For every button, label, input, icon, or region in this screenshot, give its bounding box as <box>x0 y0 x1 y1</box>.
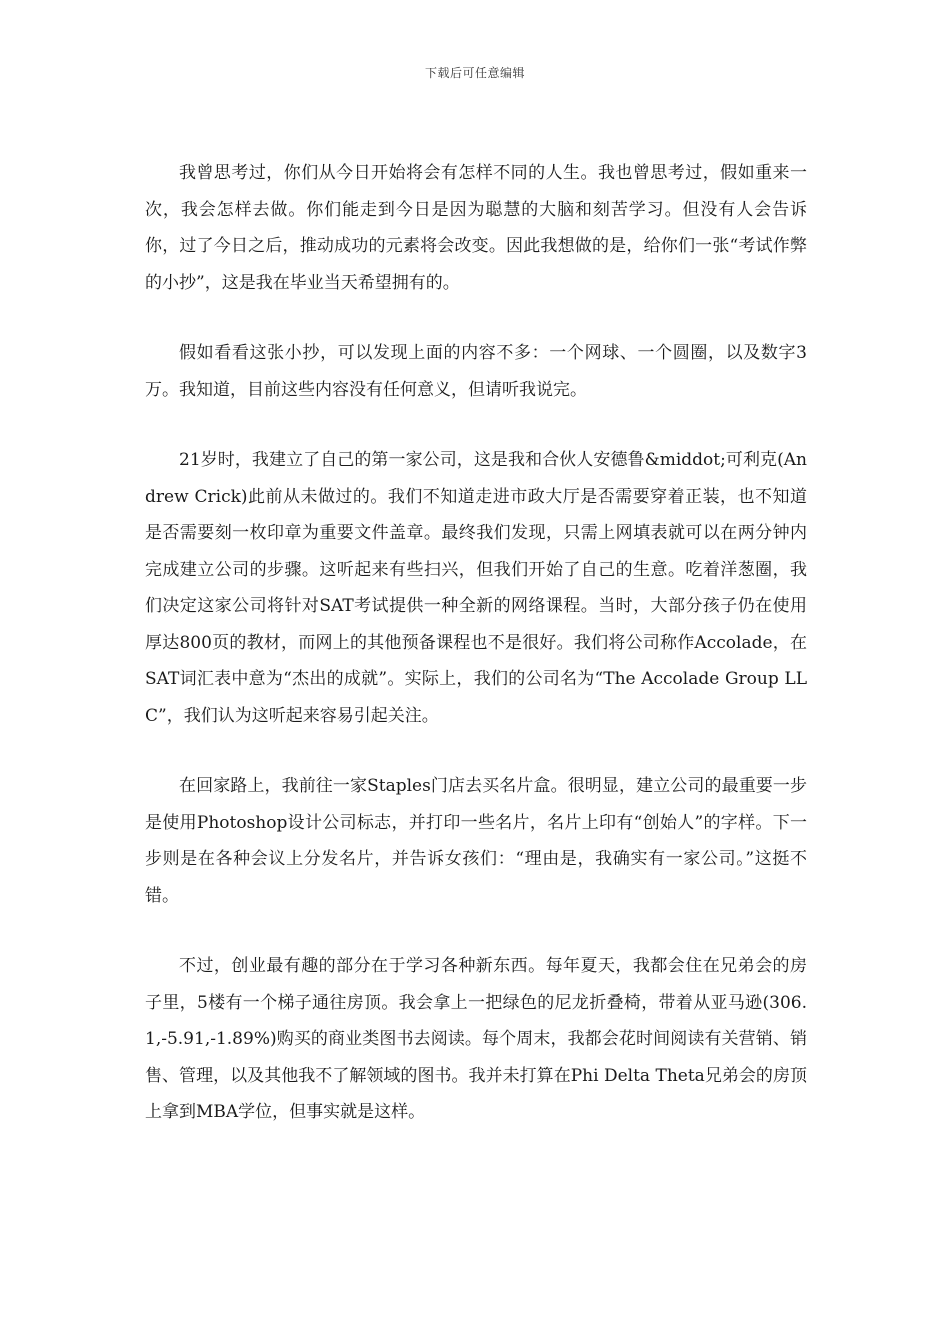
page-header: 下载后可任意编辑 <box>424 66 525 80</box>
paragraph: 不过，创业最有趣的部分在于学习各种新东西。每年夏天，我都会住在兄弟会的房子里，5楼有一个梯子通往房顶。我会拿上一把绿色的尼龙折叠椅，带着从亚马逊(306.1,-5.91,-1.89%)购买的商业类图书去阅读。每个周末，我都会花时间阅读有关营销、销售、管理，以及其他我不了解领域的图书。我并未打算在Phi Delta Theta兄弟会的房顶上拿到MBA学位，但事实就是这样。 <box>145 956 807 1122</box>
paragraph: 我曾思考过，你们从今日开始将会有怎样不同的人生。我也曾思考过，假如重来一次，我会怎样去做。你们能走到今日是因为聪慧的大脑和刻苦学习。但没有人会告诉你，过了今日之后，推动成功的元素将会改变。因此我想做的是，给你们一张“考试作弊的小抄”，这是我在毕业当天希望拥有的。 <box>145 163 807 293</box>
paragraph: 21岁时，我建立了自己的第一家公司，这是我和合伙人安德鲁&middot;可利克(Andrew Crick)此前从未做过的。我们不知道走进市政大厅是否需要穿着正装，也不知道是否需要刻一枚印章为重要文件盖章。最终我们发现，只需上网填表就可以在两分钟内完成建立公司的步骤。这听起来有些扫兴，但我们开始了自己的生意。吃着洋葱圈，我们决定这家公司将针对SAT考试提供一种全新的网络课程。当时，大部分孩子仍在使用厚达800页的教材，而网上的其他预备课程也不是很好。我们将公司称作Accolade，在SAT词汇表中意为“杰出的成就”。实际上，我们的公司名为“The Accolade Group LLC”，我们认为这听起来容易引起关注。 <box>145 450 807 726</box>
paragraph: 假如看看这张小抄，可以发现上面的内容不多：一个网球、一个圆圈，以及数字3万。我知道，目前这些内容没有任何意义，但请听我说完。 <box>145 343 807 400</box>
paragraph: 在回家路上，我前往一家Staples门店去买名片盒。很明显，建立公司的最重要一步是使用Photoshop设计公司标志，并打印一些名片，名片上印有“创始人”的字样。下一步则是在各种会议上分发名片，并告诉女孩们：“理由是，我确实有一家公司。”这挺不错。 <box>145 776 807 906</box>
document-body <box>145 155 807 1165</box>
